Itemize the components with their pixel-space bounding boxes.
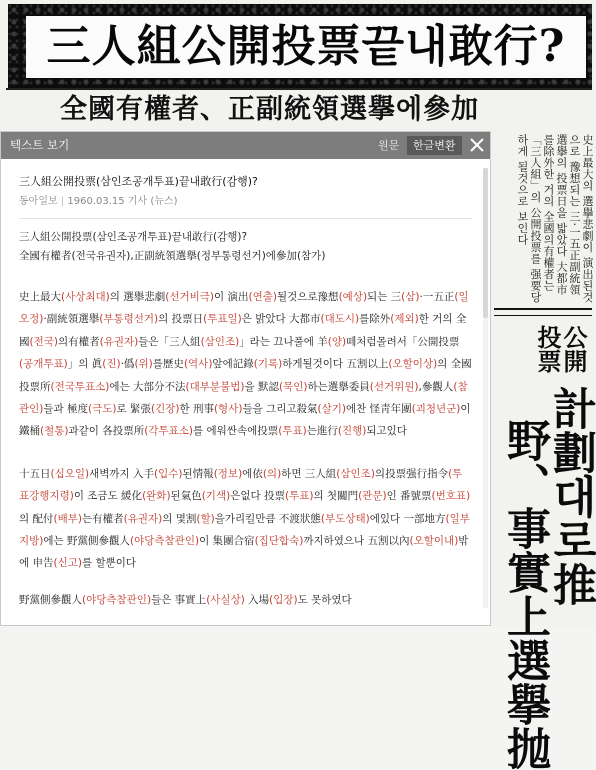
hangul-reading: (대부분불법): [185, 380, 245, 393]
hangul-reading: (진): [102, 358, 121, 371]
hangul-reading: (야당측참관인): [82, 593, 152, 606]
hangul-reading: (번호표): [431, 490, 471, 503]
hangul-reading: (투표일): [203, 313, 242, 326]
meta-separator: |: [60, 196, 65, 207]
hangul-reading: (살기): [317, 403, 346, 416]
hangul-reading: (투표강행지령): [19, 467, 463, 503]
meta-date: 1960.03.15: [67, 196, 125, 207]
hangul-reading: (예상): [338, 291, 368, 303]
vertical-headline-public: 公開: [559, 325, 588, 373]
close-icon: [466, 134, 488, 156]
article-title: 三人組公開投票(삼인조공개투표)끝내敢行(감행)?: [19, 175, 258, 188]
hangul-reading: (정보): [213, 467, 243, 480]
viewer-body: [1, 159, 490, 625]
hangul-reading: (일오정): [19, 291, 469, 326]
meta-type: 기사 (뉴스): [127, 196, 178, 207]
hangul-reading: (부통령선거): [99, 313, 159, 326]
hangul-reading: (오할이상): [388, 358, 438, 371]
body-headline: 三人組公開投票(삼인조공개투표)끝내敢行(감행)?: [19, 231, 248, 243]
hangul-reading: (할): [196, 512, 215, 525]
hangul-reading: (연출): [248, 291, 277, 303]
hangul-reading: (투표): [278, 425, 307, 438]
article-paragraph-3: 野黨側參觀人(야당측참관인)들은 事實上(사실상) 入場(입장)도 못하였다: [19, 593, 352, 606]
tab-hangul-conversion[interactable]: 한글변환: [407, 136, 462, 155]
banner-headline: 三人組公開投票끝내敢行?: [26, 16, 586, 78]
hangul-reading: (입수): [154, 467, 183, 480]
hangul-reading: (전국투표소): [50, 380, 110, 393]
hangul-reading: (유권자): [123, 512, 163, 525]
scrollbar-thumb[interactable]: [483, 168, 488, 318]
hangul-reading: (삼인조): [200, 335, 240, 348]
hangul-reading: (삼): [401, 291, 420, 303]
hangul-reading: (입장): [269, 593, 298, 606]
hangul-reading: (투표): [284, 490, 314, 503]
hangul-reading: (참관인): [19, 380, 468, 416]
hangul-reading: (집단합숙): [254, 535, 304, 548]
scrollbar-track[interactable]: [483, 168, 488, 608]
hangul-reading: (사상최대): [61, 291, 110, 303]
hangul-reading: (양): [327, 335, 347, 348]
hangul-reading: (선거비극): [165, 291, 215, 303]
vertical-headline-plan: 計劃대로推: [545, 386, 596, 606]
column-rule-thin: [494, 315, 592, 316]
body-subheadline: 全國有權者(전국유권자),正副統領選擧(정부통령선거)에參加(참가): [19, 250, 326, 262]
hangul-reading: (기록): [253, 358, 283, 371]
article-meta: [19, 194, 472, 210]
hangul-reading: (묵인): [278, 380, 308, 393]
hangul-reading: (철통): [40, 425, 69, 438]
hangul-reading: (대도시): [320, 313, 360, 326]
hangul-reading: (삼인조): [336, 467, 375, 480]
hangul-reading: (진행): [337, 425, 367, 438]
close-button[interactable]: [466, 134, 488, 156]
vertical-headline-opposition: 野、事實上選擧抛: [499, 418, 550, 770]
hangul-reading: (역사): [183, 358, 213, 371]
hangul-reading: (의): [262, 467, 282, 480]
article-column-text: 史上最大의 選擧悲劇이 演出된것으로 豫想되는 三·一五正副統領選擧의 投票日을 밟았다 大都市를除外한 거의 全國의有權者는 「三人組」의 公開投票를 强要당하게 될것으로 보인다: [516, 134, 594, 303]
meta-source: 동아일보: [19, 196, 58, 207]
hangul-reading: (일부지방): [19, 512, 470, 548]
hangul-reading: (부도상태): [320, 512, 370, 525]
subheadline: 全國有權者、正副統領選擧에參加: [60, 94, 480, 125]
hangul-reading: (극도): [88, 403, 117, 416]
hangul-reading: (사실상): [206, 593, 245, 606]
hangul-reading: (기색): [201, 490, 231, 503]
hangul-reading: (선거위원): [369, 380, 419, 393]
hangul-reading: (공개투표): [19, 358, 68, 371]
hangul-reading: (야당측참관인): [130, 535, 200, 548]
article-paragraph-2: 十五日(십오일)새벽까지 入手(입수)된情報(정보)에依(의)하면 三人組(삼인조)의投票强行指令(투표강행지령)이 조금도 緩化(완화)된氣色(기색)은없다 投票(투표)의 첫關門(관문)인 番號票(번호표)의 配付(배부)는有權者(유권자)의 몇割(할)을가리킬만큼 不渡狀態(부도상태)에있다 一部地方(일부지방)에는 野黨側參觀人(야당측참관인)이 集團合宿(집단합숙)까지하였으나 五割以內(오할이내)밖에 申告(신고)를 할뿐이다: [19, 467, 471, 570]
viewer-header: [1, 132, 490, 159]
headline-banner: [8, 4, 592, 88]
hangul-reading: (제외): [390, 313, 419, 326]
hangul-reading: (전국): [29, 335, 58, 348]
hangul-reading: (유권자): [99, 335, 139, 348]
hangul-reading: (완화): [142, 490, 171, 503]
viewer-title: 텍스트 보기: [10, 138, 70, 152]
hangul-reading: (위): [134, 358, 153, 371]
column-rule: [494, 308, 592, 310]
hangul-reading: (관문): [358, 490, 387, 503]
vertical-headline-vote: 投票: [533, 325, 562, 373]
hangul-reading: (십오일): [50, 467, 90, 480]
hangul-reading: (신고): [53, 557, 82, 570]
hangul-reading: (각투표소): [144, 425, 194, 438]
hangul-reading: (긴장): [150, 403, 180, 416]
hangul-reading: (오할이내): [409, 535, 459, 548]
article-paragraph-1: 史上最大(사상최대)의 選擧悲劇(선거비극)이 演出(연출)될것으로豫想(예상)되는 三(삼)·一五正(일오정)·副統領選擧(부통령선거)의 投票日(투표일)은 밝았다 大都市(대도시)를除外(제외)한 거의 全國(전국)의有權者(유권자)들은「三人組(삼인조)」라는 끄나풀에 羊(양)떼처럼몰려서「公開投票(공개투표)」의 眞(진)·僞(위)를歷史(역사)앞에記錄(기록)하게될것이다 五割以上(오할이상)의 全國投票所(전국투표소)에는 大部分不法(대부분불법)을 默認(묵인)하는選擧委員(선거위원),參觀人(참관인)들과 極度(극도)로 緊張(긴장)한 刑事(형사)들을 그리고殺氣(살기)에찬 怪靑年團(괴청년군)이 鐵桶(철통)과같이 各投票所(각투표소)를 에워싼속에投票(투표)는進行(진행)되고있다: [19, 291, 472, 438]
text-viewer-panel: [0, 131, 491, 626]
hangul-reading: (형사): [213, 403, 243, 416]
meta-divider: [19, 218, 472, 219]
tab-original-text[interactable]: 원문: [378, 139, 400, 152]
hangul-reading: (배부): [53, 512, 82, 525]
hangul-reading: (괴청년군): [411, 403, 461, 416]
